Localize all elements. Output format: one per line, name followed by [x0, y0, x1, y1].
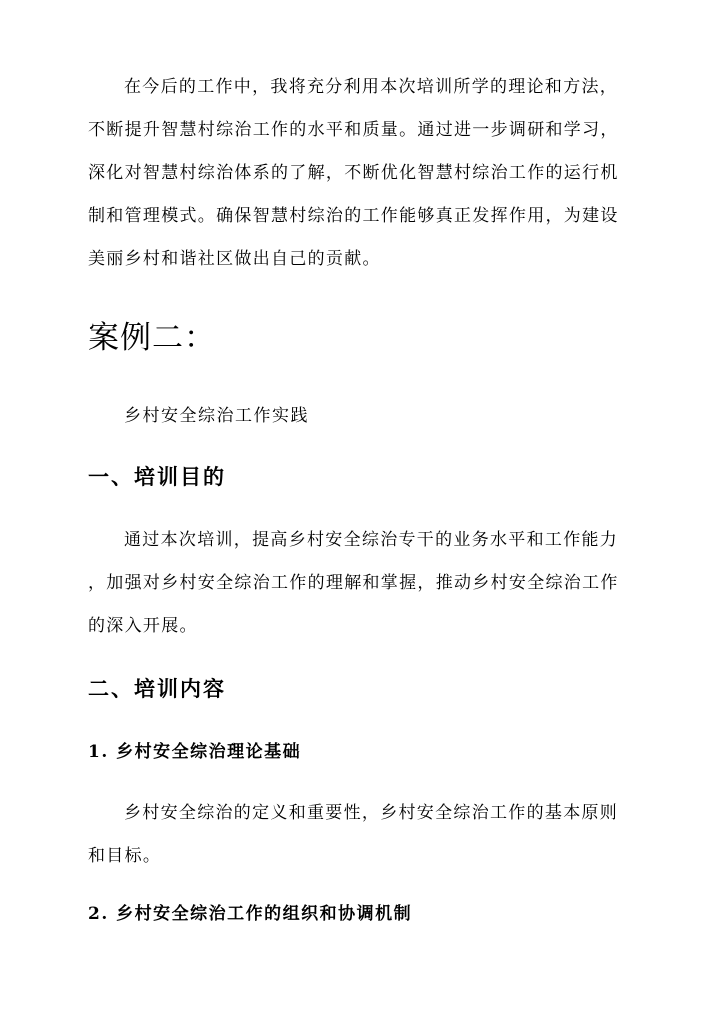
- paragraph-line: 深化对智慧村综治体系的了解，不断优化智慧村综治工作的运行机: [88, 163, 619, 183]
- paragraph-line: 制和管理模式。确保智慧村综治的工作能够真正发挥作用，为建设: [88, 206, 619, 226]
- case-title: 案例二：: [88, 320, 216, 356]
- paragraph-line: 通过本次培训，提高乡村安全综治专干的业务水平和工作能力: [124, 530, 619, 550]
- paragraph-line: 乡村安全综治的定义和重要性，乡村安全综治工作的基本原则: [124, 803, 619, 823]
- theory-paragraph: [88, 792, 633, 878]
- paragraph-line: 不断提升智慧村综治工作的水平和质量。通过进一步调研和学习，: [88, 120, 619, 140]
- intro-paragraph: [88, 66, 633, 281]
- section-heading-purpose: 一、培训目的: [88, 464, 226, 489]
- case-subtitle: 乡村安全综治工作实践: [124, 406, 309, 426]
- paragraph-line: 美丽乡村和谐社区做出自己的贡献。: [88, 249, 381, 269]
- paragraph-line: 和目标。: [88, 846, 162, 866]
- paragraph-line: 的深入开展。: [88, 616, 198, 636]
- section-heading-content: 二、培训内容: [88, 676, 226, 701]
- paragraph-line: 在今后的工作中，我将充分利用本次培训所学的理论和方法，: [124, 77, 619, 97]
- paragraph-line: ，加强对乡村安全综治工作的理解和掌握，推动乡村安全综治工作: [88, 573, 619, 593]
- item-heading-theory: 1. 乡村安全综治理论基础: [88, 742, 302, 762]
- item-heading-organization: 2. 乡村安全综治工作的组织和协调机制: [88, 904, 413, 924]
- purpose-paragraph: [88, 519, 633, 648]
